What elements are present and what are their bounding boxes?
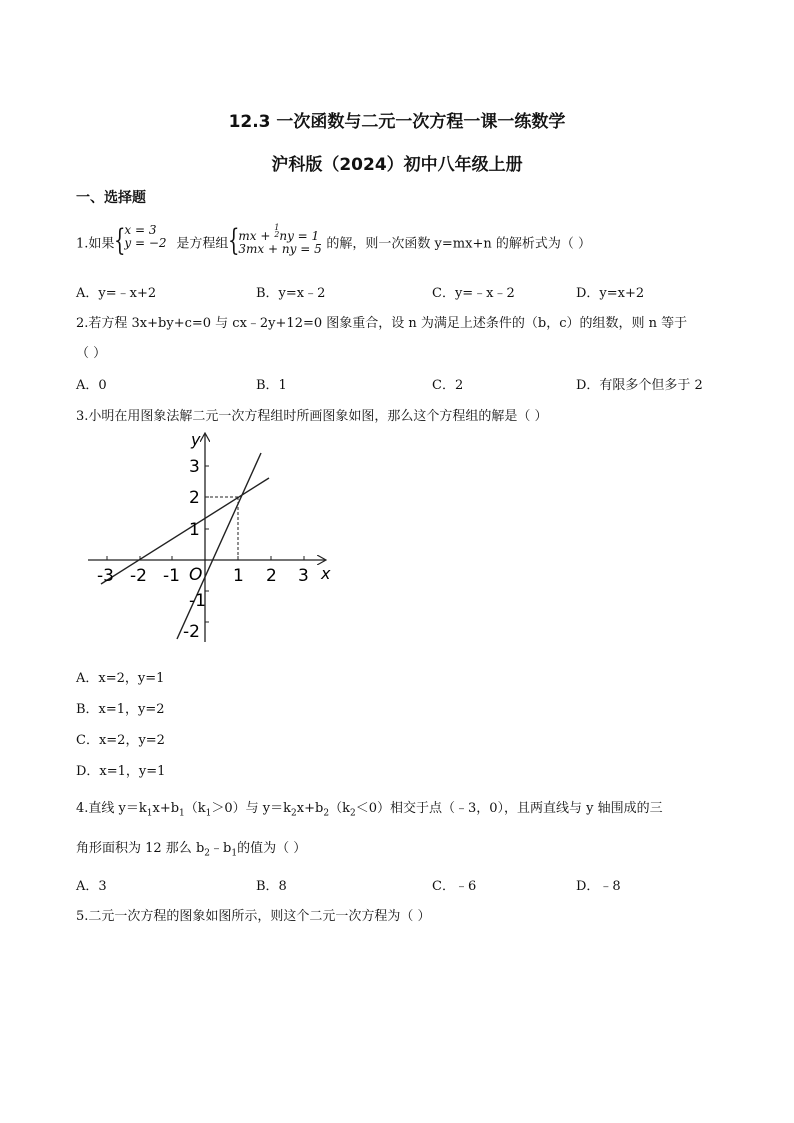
q4-subscript: 1 (205, 808, 212, 819)
q4-subscript: 1 (146, 808, 153, 819)
q1-frac-den: 2 (274, 230, 280, 239)
q4-text: ﹣b (210, 841, 232, 856)
q4-text: 角形面积为 12 那么 b (76, 841, 205, 856)
q3-option-b[interactable]: B．x=1，y=2 (76, 702, 165, 717)
q4-option-a[interactable]: A．3 (76, 879, 107, 894)
question-3: 3.小明在用图象法解二元一次方程组时所画图象如图，那么这个方程组的解是（ ） (76, 409, 548, 424)
question-2-line1: 2.若方程 3x+by+c=0 与 cx﹣2y+12=0 图象重合，设 n 为满足上述条件的（b，c）的组数，则 n 等于 (76, 316, 688, 331)
q4-subscript: 2 (323, 808, 330, 819)
q4-subscript: 2 (349, 808, 356, 819)
x-tick-label: -1 (163, 566, 180, 586)
q1-suffix: 的解，则一次函数 y=mx+n 的解析式为（ ） (326, 236, 591, 252)
y-tick-label: 3 (189, 457, 200, 477)
q1-sys1-line2: y = −2 (124, 236, 167, 250)
q1-option-a[interactable]: A．y=﹣x+2 (76, 286, 157, 301)
q1-middle: 是方程组 (176, 236, 229, 252)
q1-sys2-line1b: ny = 1 (279, 229, 320, 243)
x-tick-label: 3 (298, 566, 309, 586)
q1-sys2-line2: 3mx + ny = 5 (238, 242, 322, 256)
q4-option-d[interactable]: D．﹣8 (576, 879, 621, 894)
q3-option-c[interactable]: C．x=2，y=2 (76, 733, 165, 748)
y-axis-label: y (191, 430, 201, 449)
q4-text: x+b (152, 801, 180, 816)
q1-option-b[interactable]: B．y=x﹣2 (256, 286, 326, 301)
q1-option-c[interactable]: C．y=﹣x﹣2 (432, 286, 515, 301)
page-subtitle: 沪科版（2024）初中八年级上册 (271, 155, 523, 175)
q1-sys1-line1: x = 3 (124, 223, 157, 237)
q4-text: ＜0）相交于点（﹣3，0），且两直线与 y 轴围成的三 (355, 801, 663, 816)
q2-option-c[interactable]: C．2 (432, 378, 464, 393)
question-1 (76, 223, 591, 260)
q4-option-c[interactable]: C．﹣6 (432, 879, 477, 894)
q3-option-d[interactable]: D．x=1，y=1 (76, 764, 166, 779)
x-axis-label: x (321, 564, 331, 583)
question-4-line2 (76, 837, 306, 859)
q1-sys2-line1a: mx + (238, 229, 275, 243)
brace-icon: { (114, 223, 126, 258)
q4-text: 的值为（ ） (237, 841, 307, 856)
y-tick-label: -1 (189, 591, 206, 611)
y-tick-label: -2 (183, 622, 200, 642)
question-2-line2: （ ） (76, 346, 107, 361)
brace-icon: { (228, 223, 240, 258)
page-title: 12.3 一次函数与二元一次方程一课一练数学 (228, 112, 566, 132)
q1-option-d[interactable]: D．y=x+2 (576, 286, 645, 301)
line-2 (177, 453, 261, 639)
q3-graph (85, 428, 335, 646)
q4-text: （k (184, 801, 206, 816)
q4-subscript: 1 (231, 848, 238, 859)
origin-label: O (189, 565, 203, 585)
q4-option-b[interactable]: B．8 (256, 879, 287, 894)
q4-subscript: 2 (291, 808, 297, 819)
q4-subscript: 1 (179, 808, 185, 819)
section-label: 一、选择题 (76, 190, 146, 206)
q1-system-2 (228, 223, 326, 258)
y-tick-label: 2 (189, 488, 200, 508)
q2-option-a[interactable]: A．0 (76, 378, 107, 393)
q4-text: （k (329, 801, 350, 816)
q2-option-b[interactable]: B．1 (256, 378, 287, 393)
q1-prefix: 1.如果 (76, 236, 115, 252)
q4-text: x+b (296, 801, 324, 816)
q4-text: ＞0）与 y＝k (211, 801, 292, 816)
q3-option-a[interactable]: A．x=2，y=1 (76, 671, 165, 686)
x-tick-label: 1 (233, 566, 244, 586)
q4-subscript: 2 (204, 848, 210, 859)
q4-text: 4.直线 y＝k (76, 801, 147, 816)
question-5: 5.二元一次方程的图象如图所示，则这个二元一次方程为（ ） (76, 909, 431, 924)
x-tick-label: 2 (266, 566, 277, 586)
q1-system-1 (114, 223, 176, 258)
x-tick-label: -2 (130, 566, 147, 586)
q2-option-d[interactable]: D．有限多个但多于 2 (576, 378, 703, 393)
x-tick-label: -3 (97, 566, 114, 586)
q1-frac-num: 1 (274, 223, 280, 232)
y-tick-label: 1 (189, 520, 200, 540)
question-4-line1 (76, 797, 663, 819)
